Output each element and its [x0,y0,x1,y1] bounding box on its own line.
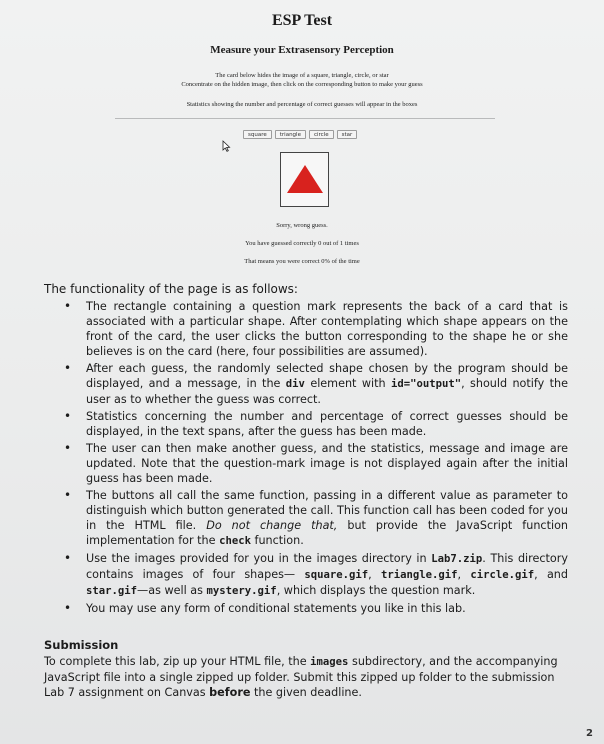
intro-line-3: Statistics showing the number and percentage of correct guesses will appear in the boxes [186,101,418,108]
description-lead: The functionality of the page is as follows: [44,282,298,296]
bullet-icon: • [64,299,72,313]
stats-percent: That means you were correct 0% of the time [244,258,360,265]
square-button[interactable]: square [243,130,272,139]
page-number: 2 [586,728,593,739]
bullet-icon: • [64,551,72,565]
list-item: • The user can then make another guess, and the statistics, message and image are updated. Note that the question-mark image is not displayed again after the initial guess has been made. [64,441,568,485]
mouse-pointer-icon [222,137,231,156]
divider [115,118,495,119]
bullet-icon: • [64,409,72,423]
functionality-list [60,299,568,618]
list-item: • The rectangle containing a question mark represents the back of a card that is associated with a particular shape. After contemplating which shape appears on the front of the card, the user clicks the button corresponding to the shape he or she believes is on the card (here, four possibilities are assumed). [64,299,568,358]
submission-body: To complete this lab, zip up your HTML file, the images subdirectory, and the accompanying JavaScript file into a single zipped up folder. Submit this zipped up folder to the submission Lab 7 assignment on Canvas before the given deadline. [44,655,558,699]
page-subtitle: Measure your Extrasensory Perception [210,44,394,56]
list-item: • After each guess, the randomly selected shape chosen by the program should be displayed, and a message, in the div element with id="output", should notify the user as to whether the guess was correct. [64,361,568,406]
page-title: ESP Test [271,12,333,29]
intro-line-1: The card below hides the image of a square, triangle, circle, or star [215,72,389,79]
list-item: • The buttons all call the same function, passing in a different value as parameter to distinguish which button generated the call. This function call has been coded for you in the HTML file. Do not change that, but provide the JavaScript function implementation for the check function. [64,488,568,547]
bullet-icon: • [64,488,72,502]
bullet-icon: • [64,361,72,375]
submission-heading: Submission [44,638,119,652]
list-item: • You may use any form of conditional statements you like in this lab. [64,601,466,615]
intro-line-2: Concentrate on the hidden image, then click on the corresponding button to make your guess [181,81,423,88]
bullet-icon: • [64,601,72,615]
stats-count: You have guessed correctly 0 out of 1 times [245,240,359,247]
triangle-button[interactable]: triangle [275,130,306,139]
output-message: Sorry, wrong guess. [276,222,328,229]
triangle-icon [286,164,324,194]
guess-button-row [243,130,357,139]
circle-button[interactable]: circle [309,130,334,139]
list-item: • Statistics concerning the number and percentage of correct guesses should be displayed, in the text spans, after the guess has been made. [64,409,568,438]
star-button[interactable]: star [337,130,358,139]
card-image [280,152,329,207]
bullet-icon: • [64,441,72,455]
list-item: • Use the images provided for you in the images directory in Lab7.zip. This directory contains images of four shapes— square.gif, triangle.gif, circle.gif, and star.gif—as well as mystery.gif, which displays the question mark. [64,551,568,597]
